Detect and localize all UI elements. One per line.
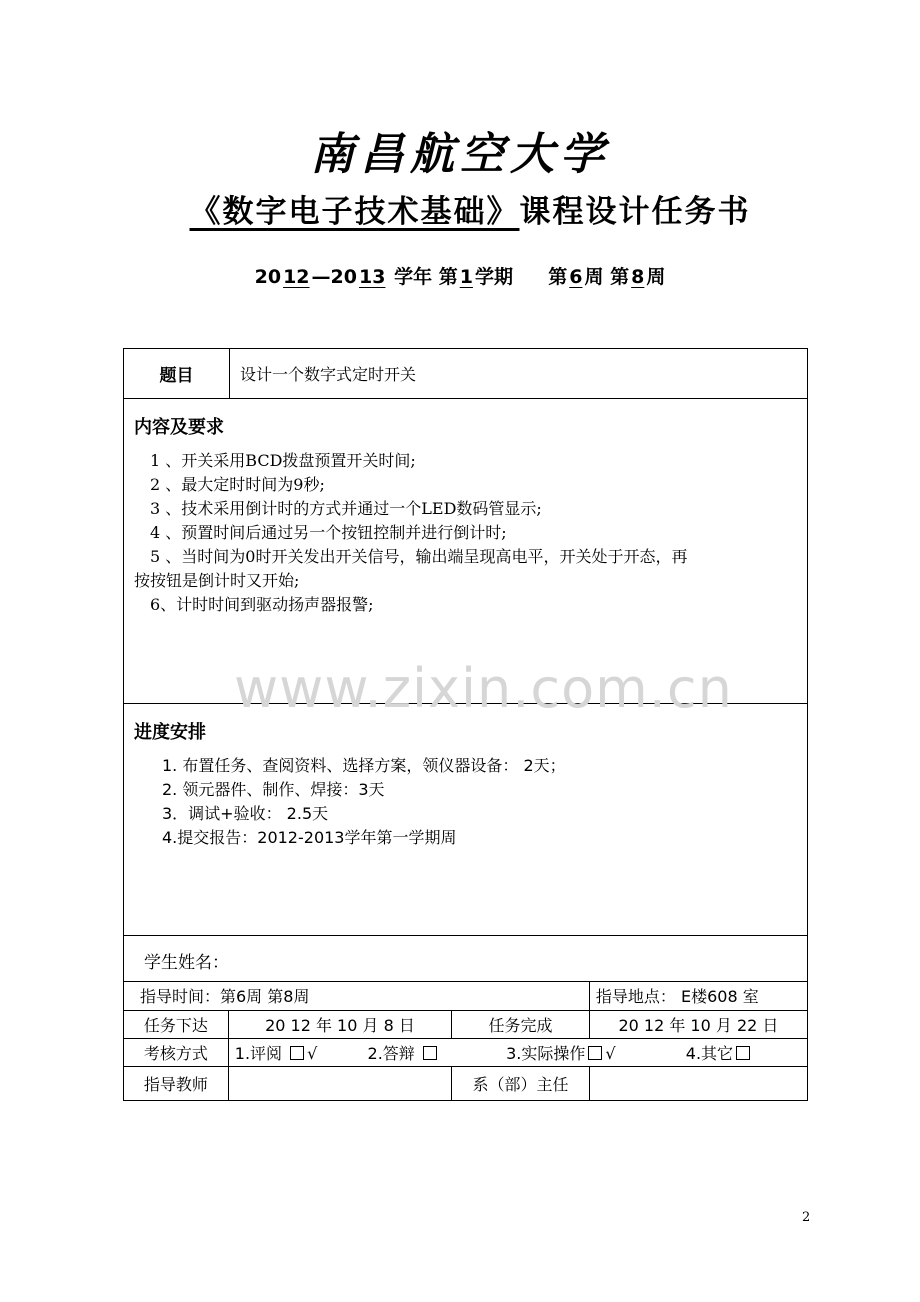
schedule-item: 2. 领元器件、制作、焊接：3天	[162, 780, 385, 799]
watermark: www.zixin.com.cn	[234, 657, 733, 720]
university-logo: 南昌航空大学	[310, 129, 610, 180]
check-mark-icon: √	[307, 1043, 318, 1063]
assign-date: 20 12 年 10 月 8 日	[228, 1010, 451, 1038]
schedule-item: 3．调试+验收： 2.5天	[162, 804, 329, 823]
student-name-label: 学生姓名：	[144, 953, 229, 973]
schedule-item: 4.提交报告：2012-2013学年第一学期周	[162, 828, 457, 847]
assess-label: 考核方式	[124, 1038, 228, 1066]
schedule-list	[162, 754, 566, 850]
content-label: 内容及要求	[134, 417, 224, 438]
assess-option-review: 1.评阅	[234, 1043, 283, 1063]
schedule-item: 1. 布置任务、查阅资料、选择方案，领仪器设备： 2天；	[162, 756, 566, 775]
requirement-item: 4 、预置时间后通过另一个按钮控制并进行倒计时;	[150, 523, 507, 542]
requirement-item: 1 、开关采用BCD拨盘预置开关时间;	[150, 451, 416, 470]
page-number: 2	[802, 1210, 811, 1225]
year2-prefix: 20	[330, 266, 357, 288]
week-start: 6	[569, 266, 583, 288]
assess-option-defense: 2.答辩	[367, 1043, 415, 1063]
check-mark-icon: √	[605, 1043, 616, 1063]
task-form	[123, 348, 808, 1101]
requirement-item: 3 、技术采用倒计时的方式并通过一个LED数码管显示;	[150, 499, 542, 518]
student-row	[124, 936, 807, 982]
guide-time: 指导时间：第6周 第8周	[124, 982, 589, 1010]
assess-options	[228, 1038, 807, 1066]
week-label-1: 周	[584, 266, 604, 288]
year-separator: —	[311, 266, 331, 288]
complete-date: 20 12 年 10 月 22 日	[589, 1010, 807, 1038]
week-end: 8	[631, 266, 645, 288]
guide-place: 指导地点： E楼608 室	[589, 982, 807, 1010]
year1-prefix: 20	[254, 266, 282, 288]
requirements-list	[134, 449, 794, 617]
course-name: 《数字电子技术基础》	[189, 194, 520, 230]
requirement-item: 6、计时时间到驱动扬声器报警;	[150, 595, 374, 614]
checkbox-icon	[736, 1046, 750, 1060]
schedule-label: 进度安排	[134, 722, 206, 743]
requirement-item-continued: 按按钮是倒计时又开始;	[134, 571, 300, 590]
complete-label: 任务完成	[452, 1010, 590, 1038]
schedule-section	[124, 704, 807, 936]
checkbox-icon	[588, 1046, 602, 1060]
requirement-item: 5 、当时间为0时开关发出开关信号，输出端呈现高电平，开关处于开态，再	[150, 547, 688, 566]
ordinal-prefix-1: 第	[438, 266, 458, 288]
dept-value	[589, 1066, 807, 1100]
content-section	[124, 399, 807, 720]
checkbox-icon	[290, 1046, 304, 1060]
teacher-value	[228, 1066, 451, 1100]
ordinal-prefix-3: 第	[610, 266, 630, 288]
topic-value: 设计一个数字式定时开关	[240, 365, 417, 384]
year1: 12	[283, 266, 310, 288]
ordinal-prefix-2: 第	[548, 266, 568, 288]
week-label-2: 周	[646, 266, 666, 288]
assess-option-practical: 3.实际操作	[506, 1043, 586, 1063]
info-grid-row	[124, 982, 807, 1100]
topic-label: 题目	[124, 349, 230, 398]
info-grid	[124, 982, 807, 1100]
term-line	[0, 262, 920, 289]
document-title	[0, 186, 920, 231]
teacher-label: 指导教师	[124, 1066, 228, 1100]
requirement-item: 2 、最大定时时间为9秒;	[150, 475, 325, 494]
assign-label: 任务下达	[124, 1010, 228, 1038]
academic-year-label: 学年	[394, 266, 433, 288]
title-suffix: 课程设计任务书	[519, 194, 751, 230]
checkbox-icon	[423, 1046, 437, 1060]
assess-option-other: 4.其它	[685, 1043, 734, 1063]
dept-label: 系（部）主任	[452, 1066, 590, 1100]
year2: 13	[358, 266, 386, 288]
semester-number: 1	[459, 266, 473, 288]
semester-label: 学期	[474, 266, 513, 288]
topic-row	[124, 349, 807, 399]
